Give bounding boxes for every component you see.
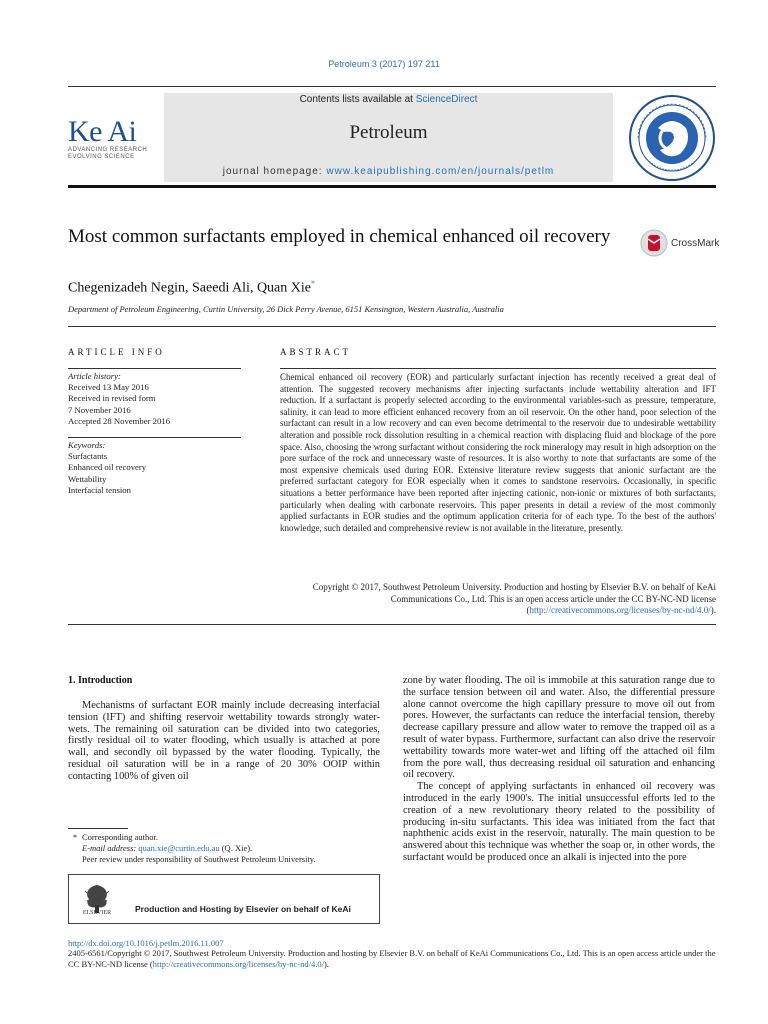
keyword-item: Interfacial tension — [68, 484, 131, 495]
keywords-label: Keywords: — [68, 440, 106, 450]
abstract-copyright-text: Copyright © 2017, Southwest Petroleum University. Production and hosting by Elsevier B.V. on behalf of KeAi Communications Co., Ltd. This is an open access article under the CC BY-NC-ND license ( — [312, 582, 716, 616]
authors-text: Chegenizadeh Negin, Saeedi Ali, Quan Xie — [68, 280, 311, 296]
history-item: Received 13 May 2016 — [68, 382, 149, 393]
homepage-prefix: journal homepage: — [222, 166, 327, 177]
peer-review-note: Peer review under responsibility of Southwest Petroleum University. — [82, 854, 316, 864]
paragraph: Mechanisms of surfactant EOR mainly include decreasing interfacial tension (IFT) and shifting reservoir wettability towards strongly water-wets. The remaining oil saturation can be divided into two categories, firstly residual oil to water flooding, which usually is attached at pore wall, and secondly oil bypassed by the water flooding. Typically, the residual oil saturation will be in a range of 20 30% OOIP within contacting 100% of given oil — [68, 700, 380, 782]
abstract-rule — [280, 368, 716, 369]
footnote-mark: * — [72, 832, 78, 842]
journal-name: Petroleum — [349, 122, 428, 143]
footnote-text: Corresponding author. — [82, 832, 159, 842]
contents-prefix: Contents lists available at — [299, 94, 416, 105]
doi-link[interactable]: http://dx.doi.org/10.1016/j.petlm.2016.11.007 — [68, 938, 224, 948]
body-column-left — [68, 700, 380, 783]
university-seal-icon — [628, 94, 716, 182]
footnote-rule — [68, 828, 128, 829]
article-info-heading: ARTICLE INFO — [68, 347, 165, 357]
abstract-copyright — [280, 582, 716, 617]
journal-citation[interactable]: Petroleum 3 (2017) 197 211 — [328, 59, 440, 69]
journal-homepage-line — [164, 166, 613, 177]
footnotes — [68, 832, 380, 865]
keyword-item: Wettability — [68, 473, 107, 484]
author-list — [68, 279, 315, 297]
journal-banner — [164, 93, 613, 182]
abstract-text: Chemical enhanced oil recovery (EOR) and particularly surfactant injection has recently received a great deal of attention. The suggested recovery mechanisms after injecting surfactants include wettability alteration and IFT reduction. If a surfactant is properly selected according to the environmental variables-such as pressure, temperature, salinity, it can lead to more efficient enhanced recovery from an oil reservoir. On the other hand, poor selection of the surfactant can result in a low recovery and can even become detrimental to the reservoir due to undesirable wettability alteration and possible rock dissolution resulting in a chemical reaction with displacing fluid and blockage of the pore space. Also, choosing the wrong surfactant without considering the rock mineralogy may result in high adsorption on the pore surface of the rock and unnecessary waste of resources. It is also worthy to note that surfactants are some of the most expensive chemicals used during EOR. Extensive literature review suggests that anionic surfactant are the preferred surfactant category for EOR especially when it comes to sandstone reservoirs. Occasionally, in specific situations a better performance have been reported after injecting cationic, non-ionic or mixtures of both surfactants, particularly when dealing with carbonate reservoirs. This paper presents in detail a review of the most commonly applied surfactants in EOR studies and the optimum application criteria for of each type. To the best of the authors' knowledge, such detailed and comprehensive review is not available in the literature, presently. — [280, 372, 716, 533]
keai-tagline-1: ADVANCING RESEARCH — [68, 147, 148, 153]
elsevier-logo-label: ELSEVIER — [82, 910, 112, 916]
license-link[interactable]: http://creativecommons.org/licenses/by-nc-nd/4.0/ — [529, 605, 711, 616]
history-item: Received in revised form — [68, 393, 156, 404]
abstract-heading: ABSTRACT — [280, 347, 352, 357]
keywords-rule — [68, 437, 241, 438]
crossmark-label: CrossMark — [671, 238, 720, 249]
keyword-item: Surfactants — [68, 451, 108, 462]
divider-after-affiliation — [68, 326, 716, 327]
section-heading-introduction: 1. Introduction — [68, 675, 133, 686]
journal-homepage-link[interactable]: www.keaipublishing.com/en/journals/petlm — [326, 166, 555, 177]
history-item: Accepted 28 November 2016 — [68, 415, 171, 426]
article-history — [68, 371, 241, 427]
affiliation: Department of Petroleum Engineering, Curtin University, 26 Dick Perry Avenue, 6151 Kensington, Western Australia, Australia — [68, 304, 504, 314]
footer-copyright-end: ). — [324, 959, 329, 969]
keai-logo — [68, 117, 158, 161]
header-thick-divider — [68, 185, 716, 188]
email-label: E-mail address: — [82, 843, 139, 853]
history-label: Article history: — [68, 371, 121, 381]
production-hosting-text: Production and Hosting by Elsevier on behalf of KeAi — [135, 904, 351, 914]
keai-logo-word: Ke Ai — [68, 115, 137, 148]
top-divider — [68, 86, 716, 87]
abstract-copyright-end: ). — [710, 605, 716, 616]
paragraph: zone by water flooding. The oil is immobile at this saturation range due to the surface tension between oil and water. Also, the differential pressure alone cannot overcome the high capillary pressure to move oil out from pores. However, the surfactants can reduce the interfacial tension, thereby decrease capillary pressure and allow water to remove the trapped oil as a result of water bypass. Furthermore, surfactant can also drive the reservoir wettability towards more water-wet and lifting off the attached oil film from the pore wall, thus decreasing residual oil saturation and enhancing oil recovery. — [403, 675, 715, 781]
footer-license-link[interactable]: http://creativecommons.org/licenses/by-nc-nd/4.0/ — [152, 959, 324, 969]
sciencedirect-link[interactable]: ScienceDirect — [415, 94, 478, 105]
production-box — [68, 874, 380, 924]
keywords — [68, 440, 241, 496]
email-note — [68, 843, 380, 854]
email-suffix: (Q. Xie). — [219, 843, 253, 853]
corresponding-author-mark[interactable]: * — [310, 279, 315, 288]
article-title: Most common surfactants employed in chemical enhanced oil recovery — [68, 226, 611, 247]
corresponding-author-note — [68, 832, 380, 843]
contents-line — [164, 94, 613, 105]
keyword-item: Enhanced oil recovery — [68, 462, 147, 473]
footer-copyright-text: 2405-6561/Copyright © 2017, Southwest Petroleum University. Production and hosting by Elsevier B.V. on behalf of KeAi Communications Co., Ltd. This is an open access article under the CC BY-NC-ND license ( — [68, 948, 716, 969]
divider-after-abstract — [68, 624, 716, 625]
paragraph: The concept of applying surfactants in enhanced oil recovery was introduced in the early 1900's. The initial unsuccessful efforts led to the creation of a new revolutionary theory related to the possibility of producing in-situ surfactants. This idea was initiated from the fact that naphthenic acids exist in the reservoir, naturally. The main question to be answered about this technique was whether the soap or, in other words, the surfactant would be produced once an alkali is injected into the pore — [403, 781, 715, 863]
history-item: 7 November 2016 — [68, 404, 131, 415]
footer-copyright — [68, 948, 716, 970]
body-column-right — [403, 675, 715, 864]
keai-tagline-2: EVOLVING SCIENCE — [68, 154, 135, 160]
crossmark-button[interactable] — [640, 229, 720, 257]
email-link[interactable]: quan.xie@curtin.edu.au — [138, 843, 220, 853]
article-info-rule — [68, 368, 241, 369]
crossmark-icon — [640, 229, 668, 257]
